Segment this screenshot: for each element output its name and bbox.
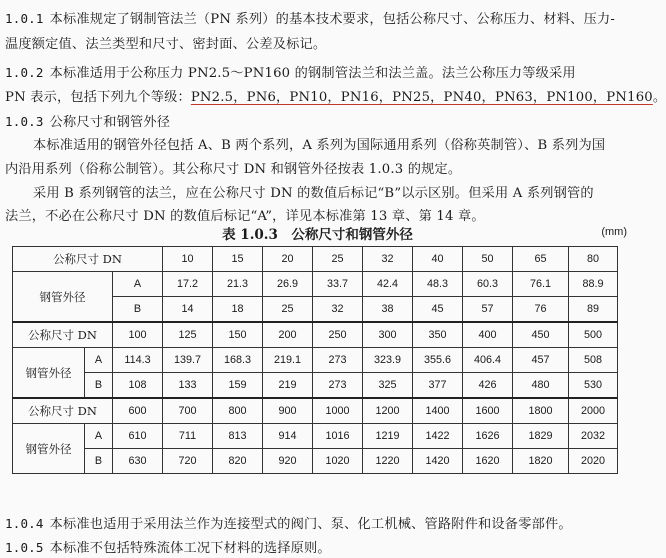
section-number: 1.0.2 bbox=[5, 65, 44, 80]
dn-value: 15 bbox=[213, 247, 263, 272]
para-1-0-2-line1: 1.0.2 本标准适用于公称压力 PN2.5～PN160 的钢制管法兰和法兰盖。法兰公称压力等级采用 bbox=[5, 65, 576, 81]
od-b-value: 57 bbox=[463, 297, 513, 323]
dn-value: 1800 bbox=[513, 398, 569, 424]
od-b-value: 273 bbox=[313, 373, 363, 399]
od-b-value: 32 bbox=[313, 297, 363, 323]
para-1-0-3-line3: 采用 B 系列钢管的法兰，应在公称尺寸 DN 的数值后标记“B”以示区别。但采用 A 系列钢管的 bbox=[33, 186, 594, 201]
od-a-value: 21.3 bbox=[213, 272, 263, 297]
od-a-value: 17.2 bbox=[163, 272, 213, 297]
dn-value: 65 bbox=[513, 247, 569, 272]
od-b-value: 325 bbox=[363, 373, 413, 399]
dn-value: 250 bbox=[313, 322, 363, 348]
od-b-value: 2020 bbox=[569, 449, 618, 474]
section-number: 1.0.4 bbox=[5, 516, 44, 531]
dn-value: 400 bbox=[463, 322, 513, 348]
series-b-row bbox=[13, 373, 618, 399]
dn-value: 450 bbox=[513, 322, 569, 348]
od-b-value: 14 bbox=[163, 297, 213, 323]
od-a-value: 1829 bbox=[513, 424, 569, 449]
para-1-0-1-line1: 1.0.1 本标准规定了钢制管法兰（PN 系列）的基本技术要求，包括公称尺寸、公称压力、材料、压力- bbox=[5, 11, 615, 27]
od-a-value: 355.6 bbox=[413, 348, 463, 373]
dn-value: 700 bbox=[163, 398, 213, 424]
series-b-row bbox=[13, 449, 618, 474]
dn-value: 20 bbox=[263, 247, 313, 272]
od-a-value: 813 bbox=[213, 424, 263, 449]
od-label: 钢管外径 bbox=[13, 348, 85, 399]
od-a-value: 76.1 bbox=[513, 272, 569, 297]
para-1-0-1-line2: 温度额定值、法兰类型和尺寸、密封面、公差及标记。 bbox=[5, 37, 327, 52]
dn-value: 1000 bbox=[313, 398, 363, 424]
od-b-value: 1220 bbox=[363, 449, 413, 474]
od-a-value: 88.9 bbox=[569, 272, 618, 297]
od-a-value: 323.9 bbox=[363, 348, 413, 373]
od-a-value: 1016 bbox=[313, 424, 363, 449]
od-b-value: 76 bbox=[513, 297, 569, 323]
pressure-classes-underlined: PN2.5，PN6，PN10，PN16，PN25，PN40，PN63，PN100，PN160 bbox=[190, 90, 653, 105]
dn-row bbox=[13, 322, 618, 348]
para-1-0-3-line1: 本标准适用的钢管外径包括 A、B 两个系列，A 系列为国际通用系列（俗称英制管）、B 系列为国 bbox=[33, 138, 606, 153]
od-a-value: 406.4 bbox=[463, 348, 513, 373]
od-b-value: 426 bbox=[463, 373, 513, 399]
dn-value: 500 bbox=[569, 322, 618, 348]
od-b-value: 89 bbox=[569, 297, 618, 323]
dn-value: 800 bbox=[213, 398, 263, 424]
od-a-value: 60.3 bbox=[463, 272, 513, 297]
series-a-row bbox=[13, 348, 618, 373]
od-label: 钢管外径 bbox=[13, 424, 85, 474]
dn-value: 100 bbox=[113, 322, 163, 348]
series-a-label: A bbox=[113, 272, 163, 297]
dn-value: 900 bbox=[263, 398, 313, 424]
dn-value: 300 bbox=[363, 322, 413, 348]
dn-value: 200 bbox=[263, 322, 313, 348]
para-1-0-3-title: 1.0.3 公称尺寸和钢管外径 bbox=[5, 114, 171, 130]
od-a-value: 48.3 bbox=[413, 272, 463, 297]
para-1-0-3-line2: 内沿用系列（俗称公制管）。其公称尺寸 DN 和钢管外径按表 1.0.3 的规定。 bbox=[5, 162, 462, 177]
od-b-value: 38 bbox=[363, 297, 413, 323]
dn-value: 2000 bbox=[569, 398, 618, 424]
od-label: 钢管外径 bbox=[13, 272, 113, 323]
od-b-value: 377 bbox=[413, 373, 463, 399]
od-b-value: 480 bbox=[513, 373, 569, 399]
od-b-value: 159 bbox=[213, 373, 263, 399]
od-a-value: 1219 bbox=[363, 424, 413, 449]
od-a-value: 1422 bbox=[413, 424, 463, 449]
od-a-value: 457 bbox=[513, 348, 569, 373]
od-b-value: 45 bbox=[413, 297, 463, 323]
dn-value: 32 bbox=[363, 247, 413, 272]
dn-value: 150 bbox=[213, 322, 263, 348]
od-b-value: 108 bbox=[113, 373, 163, 399]
series-a-label: A bbox=[85, 424, 113, 449]
od-a-value: 610 bbox=[113, 424, 163, 449]
dn-value: 350 bbox=[413, 322, 463, 348]
od-a-value: 1626 bbox=[463, 424, 513, 449]
od-b-value: 820 bbox=[213, 449, 263, 474]
dn-value: 50 bbox=[463, 247, 513, 272]
od-b-value: 1820 bbox=[513, 449, 569, 474]
dn-row bbox=[13, 398, 618, 424]
dn-value: 25 bbox=[313, 247, 363, 272]
dn-value: 600 bbox=[113, 398, 163, 424]
od-a-value: 2032 bbox=[569, 424, 618, 449]
section-number: 1.0.5 bbox=[5, 540, 44, 555]
dn-value: 80 bbox=[569, 247, 618, 272]
dn-row bbox=[13, 247, 618, 272]
series-b-label: B bbox=[85, 373, 113, 399]
table-caption: 表 1.0.3 公称尺寸和钢管外径 bbox=[222, 227, 413, 243]
od-b-value: 630 bbox=[113, 449, 163, 474]
series-b-label: B bbox=[113, 297, 163, 323]
para-1-0-3-line4: 法兰，不必在公称尺寸 DN 的数值后标记“A”，详见本标准第 13 章、第 14 章。 bbox=[5, 209, 485, 224]
section-number: 1.0.3 bbox=[5, 114, 44, 129]
od-a-value: 914 bbox=[263, 424, 313, 449]
od-b-value: 133 bbox=[163, 373, 213, 399]
dn-value: 1200 bbox=[363, 398, 413, 424]
series-a-label: A bbox=[85, 348, 113, 373]
para-1-0-5: 1.0.5 本标准不包括特殊流体工况下材料的选择原则。 bbox=[5, 540, 331, 556]
series-a-row bbox=[13, 424, 618, 449]
dn-od-table bbox=[12, 246, 618, 474]
od-a-value: 508 bbox=[569, 348, 618, 373]
od-a-value: 26.9 bbox=[263, 272, 313, 297]
od-b-value: 1420 bbox=[413, 449, 463, 474]
od-b-value: 18 bbox=[213, 297, 263, 323]
dn-value: 1600 bbox=[463, 398, 513, 424]
table-unit: (mm) bbox=[601, 226, 627, 238]
dn-value: 10 bbox=[163, 247, 213, 272]
od-b-value: 219 bbox=[263, 373, 313, 399]
para-1-0-2-line2: PN 表示，包括下列九个等级：PN2.5，PN6，PN10，PN16，PN25，PN40，PN63，PN100，PN160。 bbox=[5, 90, 666, 105]
od-a-value: 711 bbox=[163, 424, 213, 449]
od-a-value: 273 bbox=[313, 348, 363, 373]
od-a-value: 42.4 bbox=[363, 272, 413, 297]
dn-label: 公称尺寸 DN bbox=[13, 322, 113, 348]
para-1-0-4: 1.0.4 本标准也适用于采用法兰作为连接型式的阀门、泵、化工机械、管路附件和设备零部件。 bbox=[5, 516, 572, 532]
od-b-value: 25 bbox=[263, 297, 313, 323]
od-b-value: 1020 bbox=[313, 449, 363, 474]
od-b-value: 720 bbox=[163, 449, 213, 474]
od-b-value: 1620 bbox=[463, 449, 513, 474]
section-number: 1.0.1 bbox=[5, 11, 44, 26]
od-a-value: 168.3 bbox=[213, 348, 263, 373]
series-b-label: B bbox=[85, 449, 113, 474]
od-a-value: 139.7 bbox=[163, 348, 213, 373]
dn-value: 40 bbox=[413, 247, 463, 272]
od-a-value: 114.3 bbox=[113, 348, 163, 373]
od-b-value: 530 bbox=[569, 373, 618, 399]
series-a-row bbox=[13, 272, 618, 297]
dn-label: 公称尺寸 DN bbox=[13, 247, 163, 272]
od-b-value: 920 bbox=[263, 449, 313, 474]
dn-label: 公称尺寸 DN bbox=[13, 398, 113, 424]
dn-value: 1400 bbox=[413, 398, 463, 424]
od-a-value: 219.1 bbox=[263, 348, 313, 373]
od-a-value: 33.7 bbox=[313, 272, 363, 297]
dn-value: 125 bbox=[163, 322, 213, 348]
